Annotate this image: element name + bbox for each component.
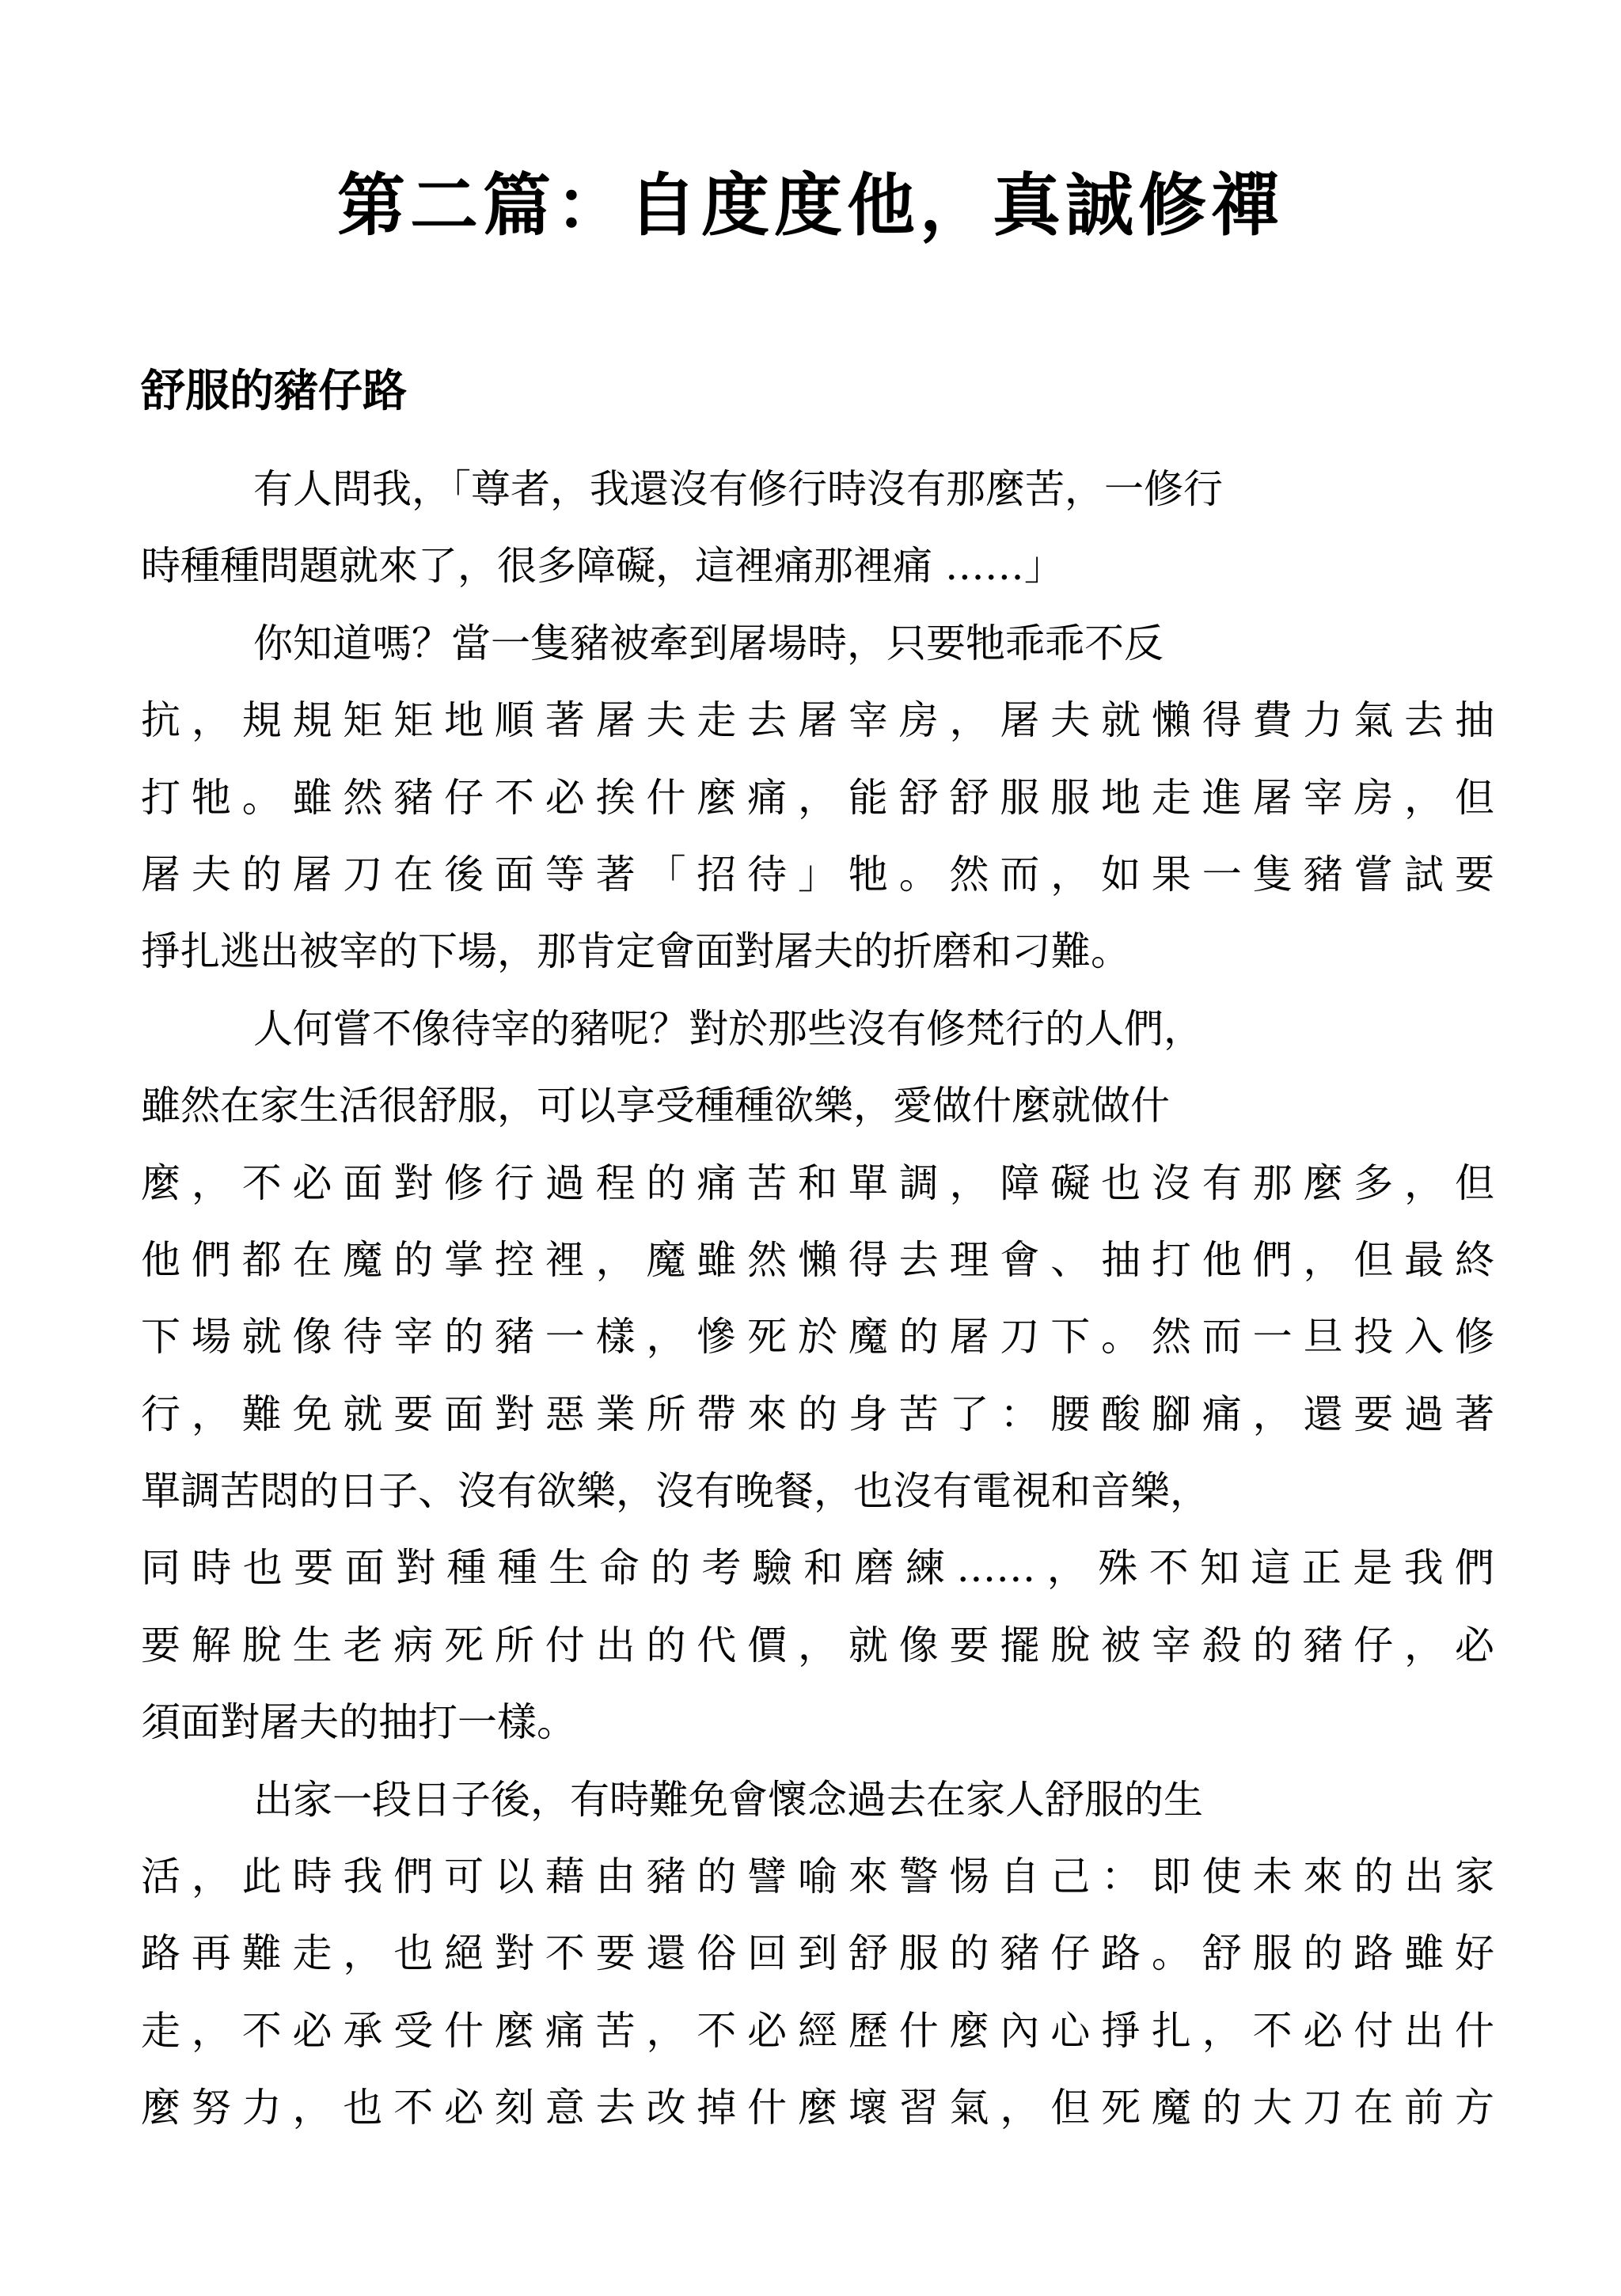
text-line: 行，難免就要面對惡業所帶來的身苦了：腰酸腳痛，還要過著	[141, 1391, 1494, 1437]
text-line: 抗，規規矩矩地順著屠夫走去屠宰房，屠夫就懶得費力氣去抽	[141, 697, 1494, 744]
text-line: 下場就像待宰的豬一樣，慘死於魔的屠刀下。然而一旦投入修	[141, 1314, 1494, 1361]
body-text	[141, 451, 1494, 2147]
text-line: 時種種問題就來了，很多障礙，這裡痛那裡痛 ……」	[141, 543, 1064, 590]
text-line: 他們都在魔的掌控裡，魔雖然懶得去理會、抽打他們，但最終	[141, 1236, 1494, 1283]
text-line: 路再難走，也絕對不要還俗回到舒服的豬仔路。舒服的路雖好	[141, 1930, 1494, 1977]
text-line: 雖然在家生活很舒服，可以享受種種欲樂，愛做什麼就做什	[141, 1083, 1170, 1129]
chapter-title: 第二篇：自度度他，真誠修禪	[337, 166, 1284, 245]
section-heading: 舒服的豬仔路	[141, 366, 407, 417]
text-line: 麼，不必面對修行過程的痛苦和單調，障礙也沒有那麼多，但	[141, 1159, 1494, 1206]
text-line: 活，此時我們可以藉由豬的譬喻來警惕自己：即使未來的出家	[141, 1854, 1494, 1900]
text-line: 屠夫的屠刀在後面等著「招待」牠。然而，如果一隻豬嘗試要	[141, 851, 1494, 898]
text-line: 要解脫生老病死所付出的代價，就像要擺脫被宰殺的豬仔，必	[141, 1622, 1494, 1668]
text-line: 走，不必承受什麼痛苦，不必經歷什麼內心掙扎，不必付出什	[141, 2007, 1494, 2054]
text-line: 人何嘗不像待宰的豬呢？對於那些沒有修梵行的人們，	[253, 1005, 1203, 1052]
text-line: 麼努力，也不必刻意去改掉什麼壞習氣，但死魔的大刀在前方	[141, 2085, 1494, 2131]
text-line: 掙扎逃出被宰的下場，那肯定會面對屠夫的折磨和刁難。	[141, 928, 1130, 975]
text-line: 須面對屠夫的抽打一樣。	[141, 1699, 576, 1746]
text-line: 有人問我，「尊者，我還沒有修行時沒有那麼苦，一修行	[253, 466, 1223, 512]
text-line: 同時也要面對種種生命的考驗和磨練……，殊不知這正是我們	[141, 1545, 1494, 1592]
text-line: 出家一段日子後，有時難免會懷念過去在家人舒服的生	[253, 1776, 1203, 1823]
text-line: 你知道嗎？當一隻豬被牽到屠場時，只要牠乖乖不反	[253, 620, 1164, 666]
text-line: 單調苦悶的日子、沒有欲樂，沒有晚餐，也沒有電視和音樂，	[141, 1468, 1209, 1515]
text-line: 打牠。雖然豬仔不必挨什麼痛，能舒舒服服地走進屠宰房，但	[141, 774, 1494, 821]
